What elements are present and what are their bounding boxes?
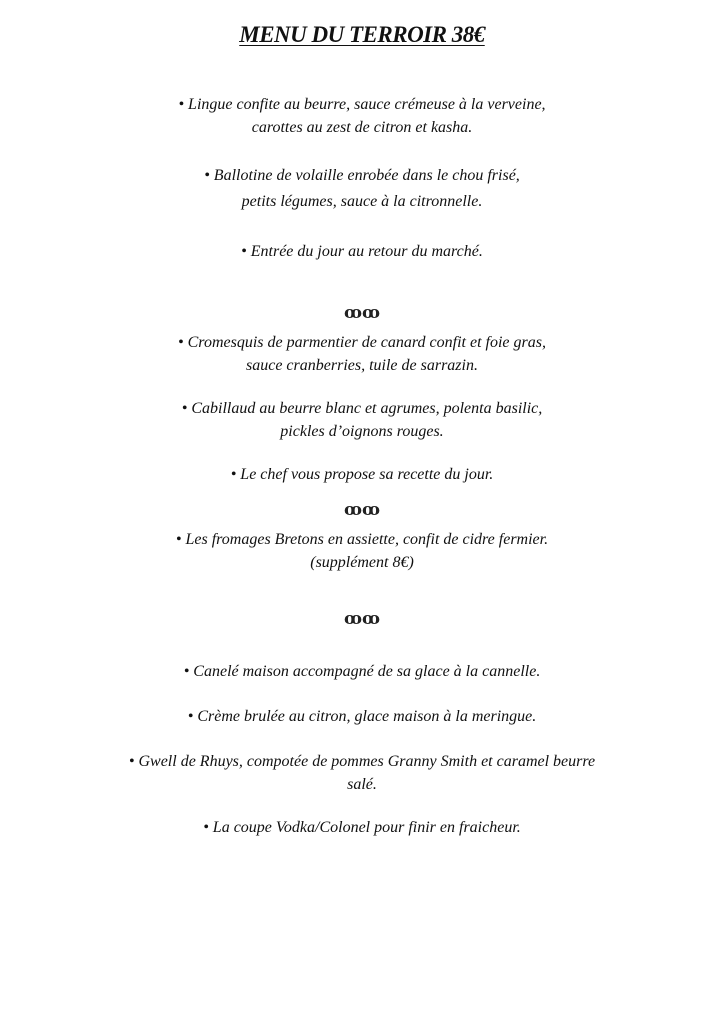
entree-item-3-line1: • Entrée du jour au retour du marché. xyxy=(241,243,483,260)
plat-item-1-line1: • Cromesquis de parmentier de canard confit et foie gras, xyxy=(178,334,546,351)
plat-item-3-line1: • Le chef vous propose sa recette du jour. xyxy=(230,466,494,483)
entree-item-2 xyxy=(40,164,684,213)
entree-item-1-line1: • Lingue confite au beurre, sauce crémeuse à la verveine, xyxy=(178,96,546,113)
dessert-item-1 xyxy=(40,660,684,683)
fromage-item xyxy=(40,528,684,574)
separator-ornament-2: ꝏꝏ xyxy=(343,500,381,519)
plat-item-1-line2: sauce cranberries, tuile de sarrazin. xyxy=(246,357,478,374)
entree-item-1 xyxy=(40,93,684,139)
entree-item-3 xyxy=(40,240,684,263)
separator-ornament-1: ꝏꝏ xyxy=(343,303,381,322)
entree-item-2-line1: • Ballotine de volaille enrobée dans le chou frisé, xyxy=(204,167,520,184)
separator-ornament-3: ꝏꝏ xyxy=(343,609,381,628)
menu-title: MENU DU TERROIR 38€ xyxy=(239,22,485,47)
plat-item-3 xyxy=(40,463,684,486)
entree-item-2-line2: petits légumes, sauce à la citronnelle. xyxy=(241,193,483,210)
dessert-item-1-line1: • Canelé maison accompagné de sa glace à la cannelle. xyxy=(183,663,541,680)
fromage-item-line1: • Les fromages Bretons en assiette, confit de cidre fermier. xyxy=(175,531,549,548)
dessert-item-3-line2: salé. xyxy=(347,776,377,793)
dessert-item-4 xyxy=(40,816,684,839)
dessert-item-2-line1: • Crème brulée au citron, glace maison à la meringue. xyxy=(187,708,537,725)
dessert-item-2 xyxy=(40,705,684,728)
plat-item-2-line2: pickles d’oignons rouges. xyxy=(280,423,444,440)
dessert-item-4-line1: • La coupe Vodka/Colonel pour finir en fraicheur. xyxy=(203,819,521,836)
plat-item-1 xyxy=(40,331,684,377)
plat-item-2-line1: • Cabillaud au beurre blanc et agrumes, polenta basilic, xyxy=(181,400,543,417)
plat-item-2 xyxy=(40,397,684,443)
entree-item-1-line2: carottes au zest de citron et kasha. xyxy=(251,119,473,136)
dessert-item-3-line1: • Gwell de Rhuys, compotée de pommes Granny Smith et caramel beurre xyxy=(128,753,596,770)
dessert-item-3 xyxy=(20,750,704,796)
fromage-item-line2: (supplément 8€) xyxy=(310,554,414,571)
